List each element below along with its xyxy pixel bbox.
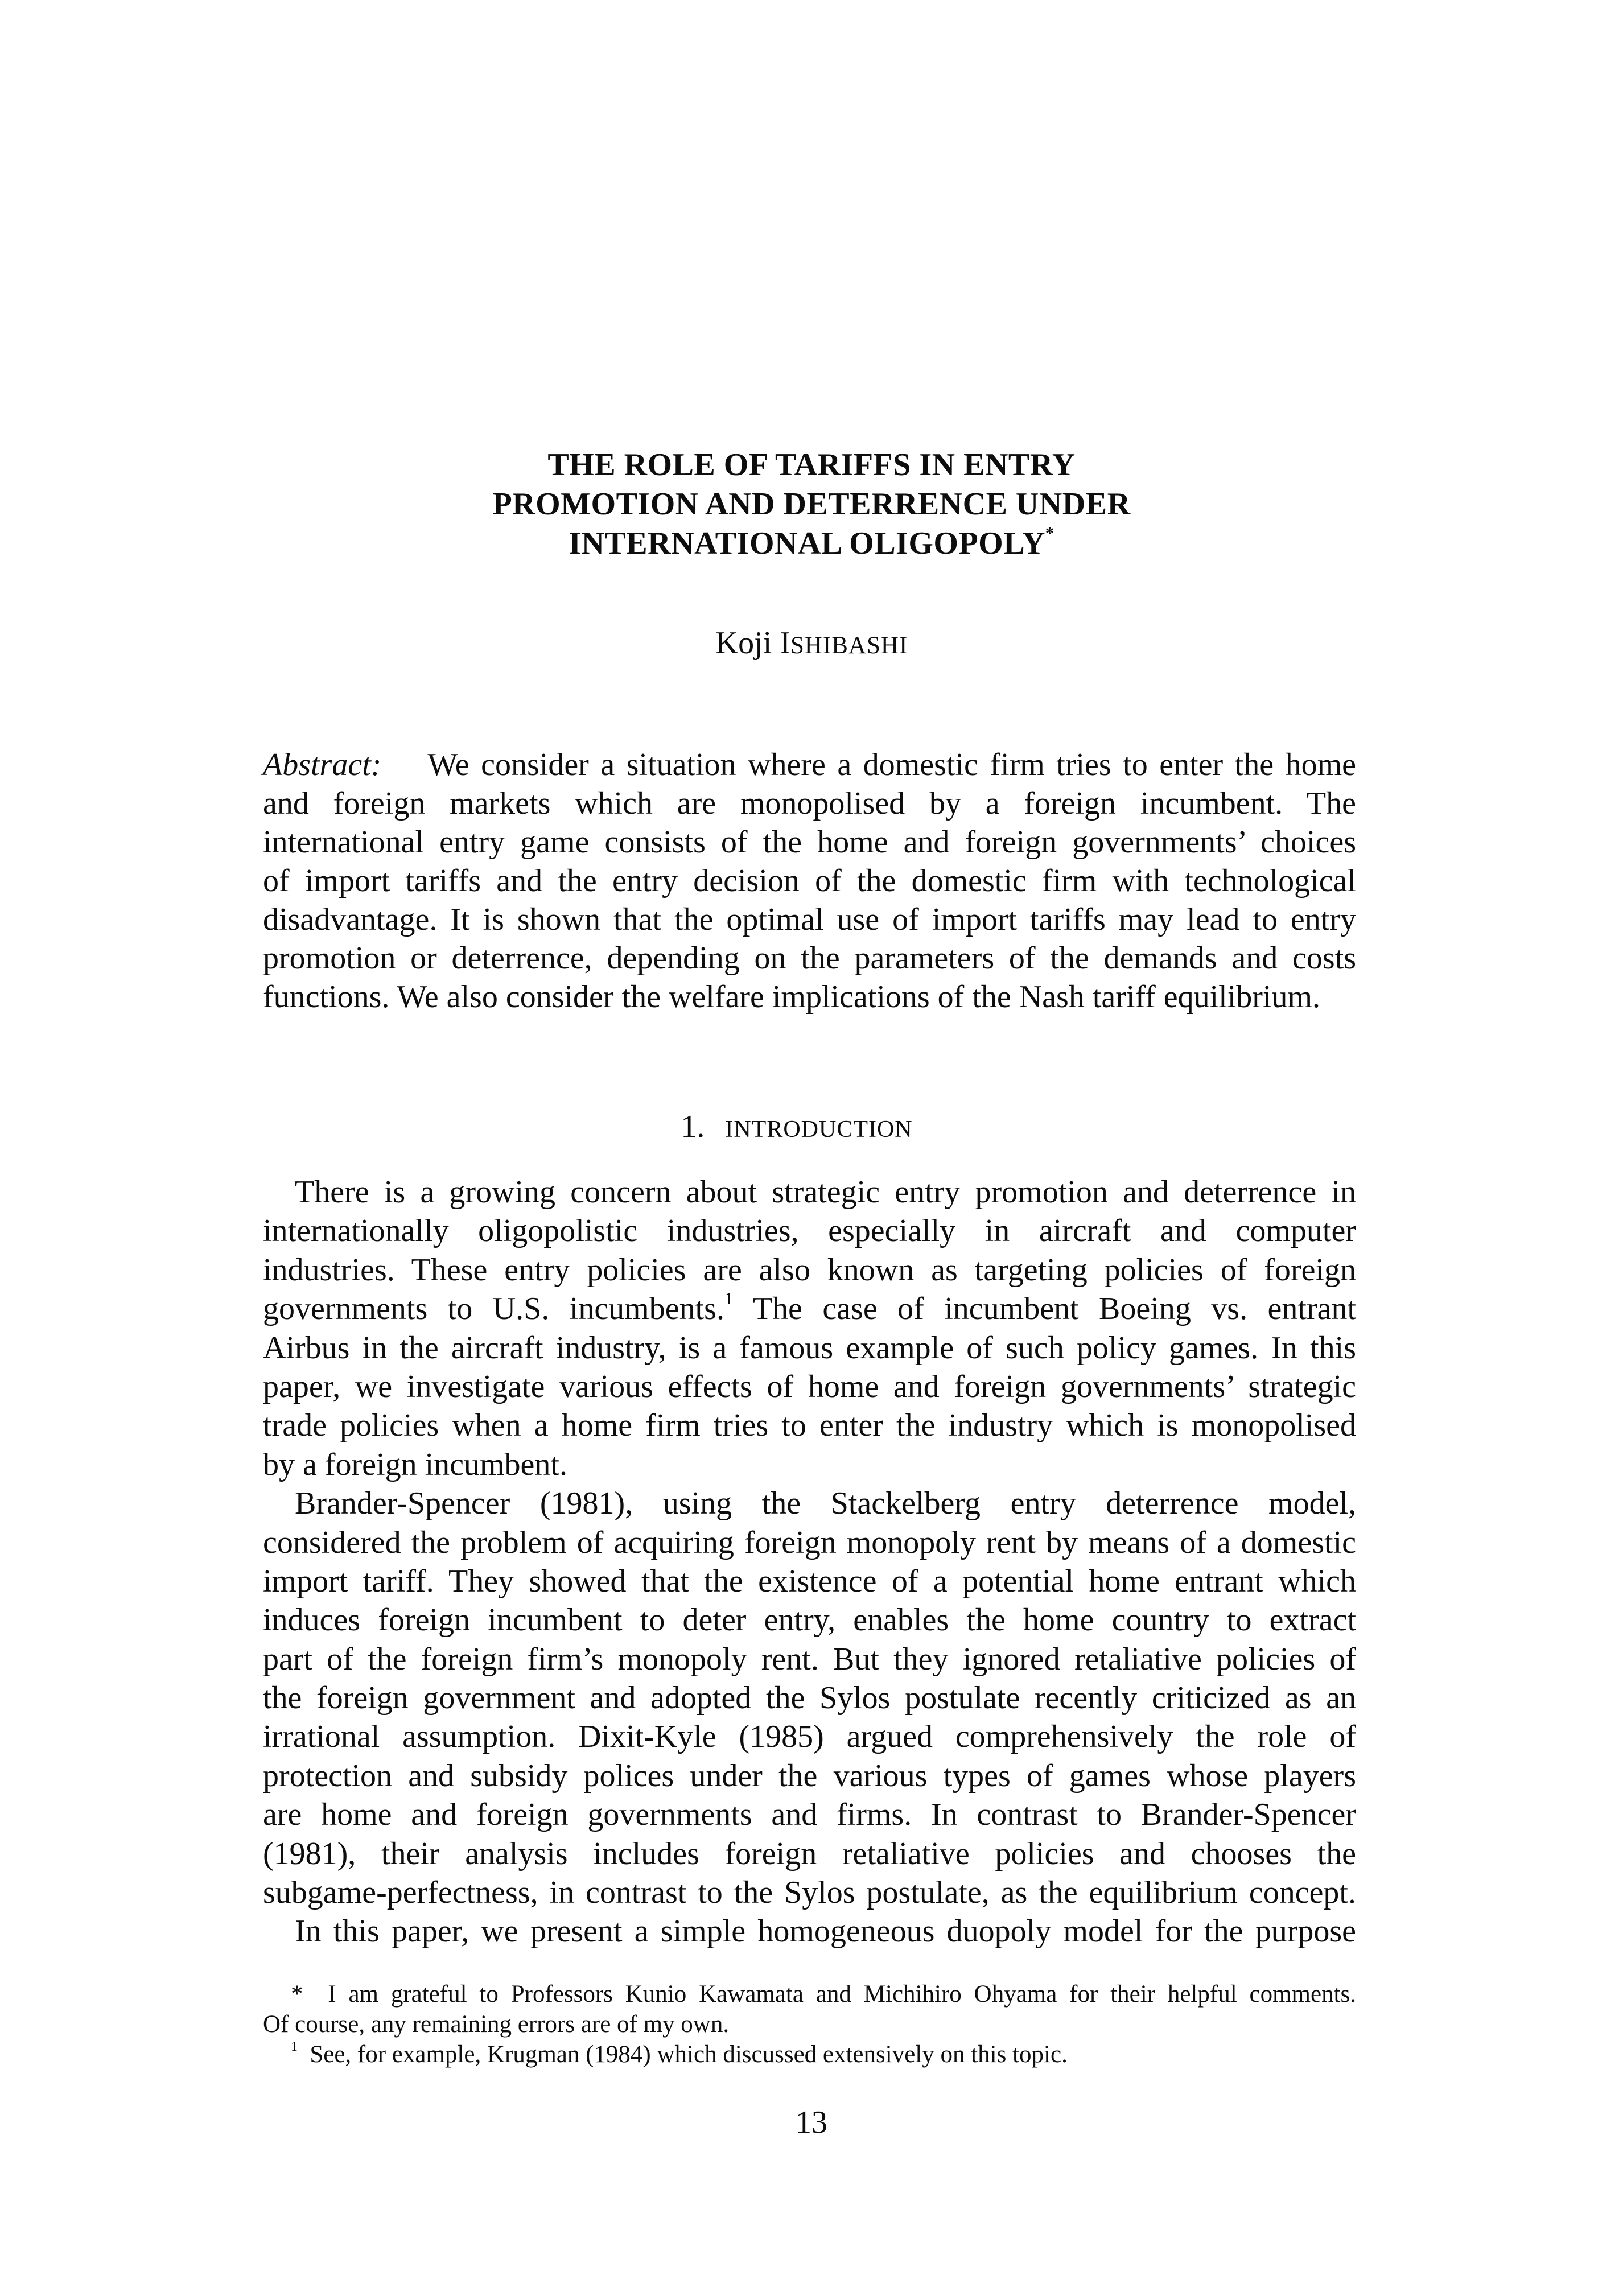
footnote-1-text: See, for example, Krugman (1984) which discussed extensively on this topic. [310,2041,1068,2068]
paragraph-2-line: induces foreign incumbent to deter entry, enables the home country to extract [263,1602,1356,1638]
paragraph-1-text: governments to U.S. incumbents. [263,1291,724,1327]
section-number: 1. [681,1109,705,1144]
paragraph-2-line: part of the foreign firm’s monopoly rent. But they ignored retaliative policies of [263,1641,1356,1677]
abstract-line [263,745,1356,784]
abstract-line: disadvantage. It is shown that the optimal use of import tariffs may lead to entry [263,902,1356,937]
footnote-star-text: I am grateful to Professors Kunio Kawamata and Michihiro Ohyama for their helpful comments. [328,1981,1357,2008]
title-line-3-text: INTERNATIONAL OLIGOPOLY [569,526,1045,561]
body-text [263,1173,1356,1951]
paragraph-2-line: import tariff. They showed that the existence of a potential home entrant which [263,1563,1356,1599]
author-last-name-initial: I [780,625,790,661]
paragraph-2-line: (1981), their analysis includes foreign retaliative policies and chooses the [263,1836,1356,1872]
paragraph-3-line: In this paper, we present a simple homogeneous duopoly model for the purpose [295,1914,1356,1949]
footnote-1 [263,2039,1356,2070]
paragraph-1-line: trade policies when a home firm tries to enter the industry which is monopolised [263,1408,1356,1444]
paragraph-2-line: are home and foreign governments and firms. In contrast to Brander-Spencer [263,1797,1356,1833]
title-footnote-marker[interactable]: * [1045,523,1054,543]
title-line-2: PROMOTION AND DETERRENCE UNDER [492,487,1131,522]
paragraph-1-line [263,1289,1356,1328]
footnote-star [263,1979,1356,2009]
paragraph-1-line: There is a growing concern about strategic entry promotion and deterrence in [295,1174,1356,1210]
title-line-1: THE ROLE OF TARIFFS IN ENTRY [547,447,1076,483]
paragraph-2-line: Brander-Spencer (1981), using the Stackelberg entry deterrence model, [295,1486,1356,1522]
paragraph-2-line: considered the problem of acquiring foreign monopoly rent by means of a domestic [263,1524,1356,1560]
paragraph-2-line: the foreign government and adopted the Sylos postulate recently criticized as an [263,1680,1356,1716]
abstract-line: and foreign markets which are monopolised by a foreign incumbent. The [263,786,1356,821]
abstract-line: of import tariffs and the entry decision of the domestic firm with technological [263,863,1356,898]
paragraph-2-line: protection and subsidy polices under the various types of games whose players [263,1758,1356,1794]
paragraph-2-line: irrational assumption. Dixit-Kyle (1985) argued comprehensively the role of [263,1719,1356,1755]
footnote-1-marker: 1 [291,2039,298,2054]
paragraph-2-line: subgame-perfectness, in contrast to the Sylos postulate, as the equilibrium concept. [263,1875,1356,1911]
abstract-line: functions. We also consider the welfare implications of the Nash tariff equilibrium. [263,979,1321,1015]
page-number: 13 [796,2105,827,2140]
abstract-label [263,747,381,782]
paragraph-1-line: Airbus in the aircraft industry, is a famous example of such policy games. In this [263,1330,1356,1366]
author-first-name: Koji [715,625,772,661]
abstract-line: international entry game consists of the home and foreign governments’ choices [263,825,1356,860]
paragraph-1-line: paper, we investigate various effects of home and foreign governments’ strategic [263,1368,1356,1404]
footnote-ref-1[interactable]: 1 [724,1289,734,1308]
author-last-name-smallcaps: SHIBASHI [790,632,908,659]
abstract-label-text: Abstract [263,747,371,782]
paragraph-1-line: by a foreign incumbent. [263,1446,567,1482]
title-line-3 [0,524,1623,563]
footnote-star-marker: * [291,1981,303,2008]
author-name [0,624,1623,665]
abstract [263,745,1356,1016]
footnote-star-continuation: Of course, any remaining errors are of my own. [263,2011,730,2038]
abstract-label-colon: : [370,747,382,782]
abstract-line: promotion or deterrence, depending on the parameters of the demands and costs [263,941,1356,976]
paragraph-1-line: internationally oligopolistic industries, especially in aircraft and computer [263,1213,1356,1249]
paragraph-1-text: The case of incumbent Boeing vs. entrant [733,1291,1357,1327]
footnotes [263,1979,1356,2070]
abstract-text: We consider a situation where a domestic firm tries to enter the home [427,747,1356,782]
section-label: INTRODUCTION [725,1116,913,1143]
paragraph-1-line: industries. These entry policies are also known as targeting policies of foreign [263,1252,1356,1288]
section-heading [0,1107,1608,1149]
